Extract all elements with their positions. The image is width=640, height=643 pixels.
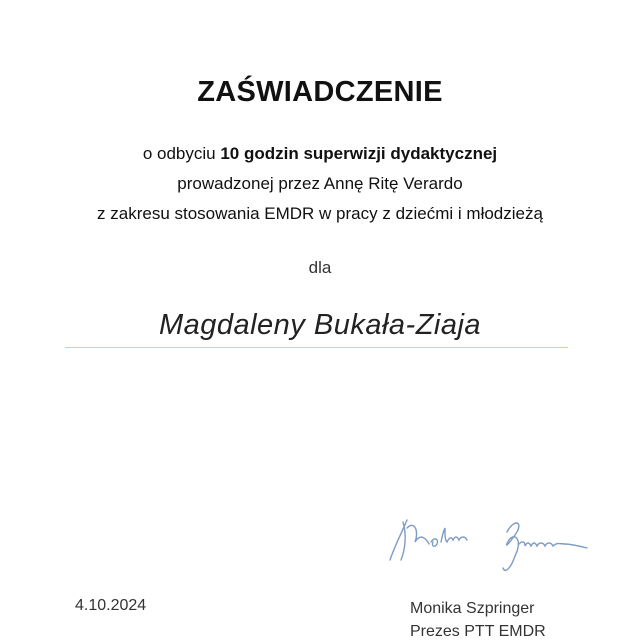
signatory-name: Monika Szpringer [410,600,535,617]
signature-image [385,510,605,580]
certificate-title: ZAŚWIADCZENIE [197,76,443,108]
for-label: dla [308,258,332,277]
recipient-name: Magdaleny Bukała-Ziaja [158,309,482,341]
body-line-1 [0,144,640,164]
recipient-underline [65,347,568,348]
body-line-3: z zakresu stosowania EMDR w pracy z dziećmi i młodzieżą [97,204,543,223]
date: 4.10.2024 [75,597,147,614]
body-line-1-prefix: o odbyciu [142,144,221,163]
signatory-role: Prezes PTT EMDR [410,623,546,640]
body-line-2: prowadzonej przez Annę Ritę Verardo [177,174,463,193]
signatory-block [410,597,546,643]
body-line-1-bold: 10 godzin superwizji dydaktycznej [220,144,498,163]
